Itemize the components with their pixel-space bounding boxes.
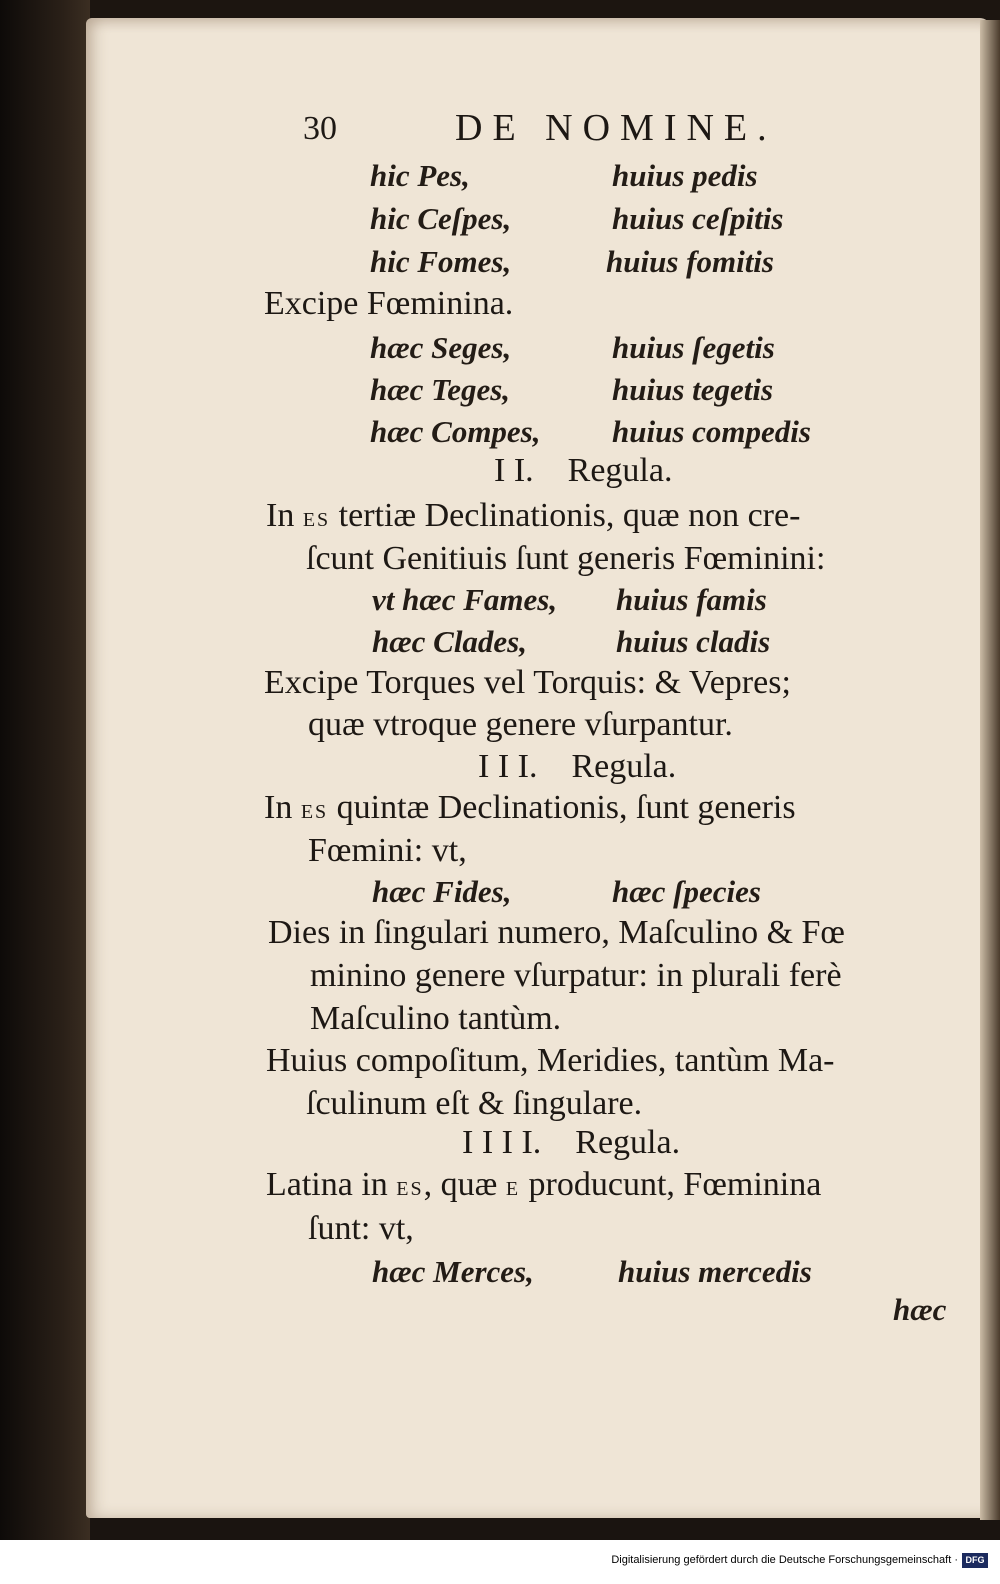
example-right: huius pedis <box>612 158 758 193</box>
rule-heading: I I. Regula. <box>494 452 673 489</box>
example-right: huius tegetis <box>612 372 774 407</box>
text-line: Huius compoſitum, Meridies, tantùm Ma- <box>266 1042 835 1079</box>
example-right: huius ſegetis <box>612 330 775 365</box>
text-line: Latina in ES, quæ E producunt, Fœminina <box>266 1166 822 1203</box>
example-right: huius mercedis <box>618 1254 812 1289</box>
example-left: hæc Merces, <box>372 1254 534 1289</box>
example-right: huius ceſpitis <box>612 201 784 236</box>
example-left: hæc Seges, <box>370 330 512 365</box>
text-line: ſunt: vt, <box>308 1210 414 1247</box>
example-left: hic Fomes, <box>370 244 512 279</box>
text-line: Dies in ſingulari numero, Maſculino & Fœ <box>268 914 845 951</box>
text-line: Fœmini: vt, <box>308 832 467 869</box>
text-line: ſcunt Genitiuis ſunt generis Fœminini: <box>306 540 826 577</box>
text-line: minino genere vſurpatur: in plurali ferè <box>310 957 842 994</box>
example-right: hæc ſpecies <box>612 874 761 909</box>
example-left: hic Pes, <box>370 158 470 193</box>
example-right: huius compedis <box>612 414 811 449</box>
text-line: quæ vtroque genere vſurpantur. <box>308 706 733 743</box>
example-right: huius fomitis <box>606 244 774 279</box>
text-line: Maſculino tantùm. <box>310 1000 562 1037</box>
example-right: huius famis <box>616 582 767 617</box>
example-left: hæc Clades, <box>372 624 527 659</box>
running-title: DE NOMINE. <box>455 107 777 149</box>
text-line: Excipe Fœminina. <box>264 285 514 322</box>
example-left: vt hæc Fames, <box>372 582 558 617</box>
rule-heading: I I I I. Regula. <box>462 1124 681 1161</box>
text-line: In ES tertiæ Declinationis, quæ non cre- <box>266 497 801 534</box>
example-left: hæc Teges, <box>370 372 511 407</box>
scan-background-left <box>0 0 90 1540</box>
digitization-credit: Digitalisierung gefördert durch die Deutsche Forschungsgemeinschaft · <box>611 1554 958 1566</box>
page-number: 30 <box>303 110 337 147</box>
example-left: hæc Compes, <box>370 414 541 449</box>
example-left: hic Ceſpes, <box>370 201 512 236</box>
example-left: hæc Fides, <box>372 874 512 909</box>
text-line: In ES quintæ Declinationis, ſunt generis <box>264 789 796 826</box>
dfg-logo: DFG <box>962 1553 988 1568</box>
rule-heading: I I I. Regula. <box>478 748 677 785</box>
catchword: hæc <box>893 1292 947 1327</box>
page-edge <box>980 20 1000 1520</box>
example-right: huius cladis <box>616 624 771 659</box>
text-line: ſculinum eſt & ſingulare. <box>306 1085 643 1122</box>
text-line: Excipe Torques vel Torquis: & Vepres; <box>264 664 791 701</box>
